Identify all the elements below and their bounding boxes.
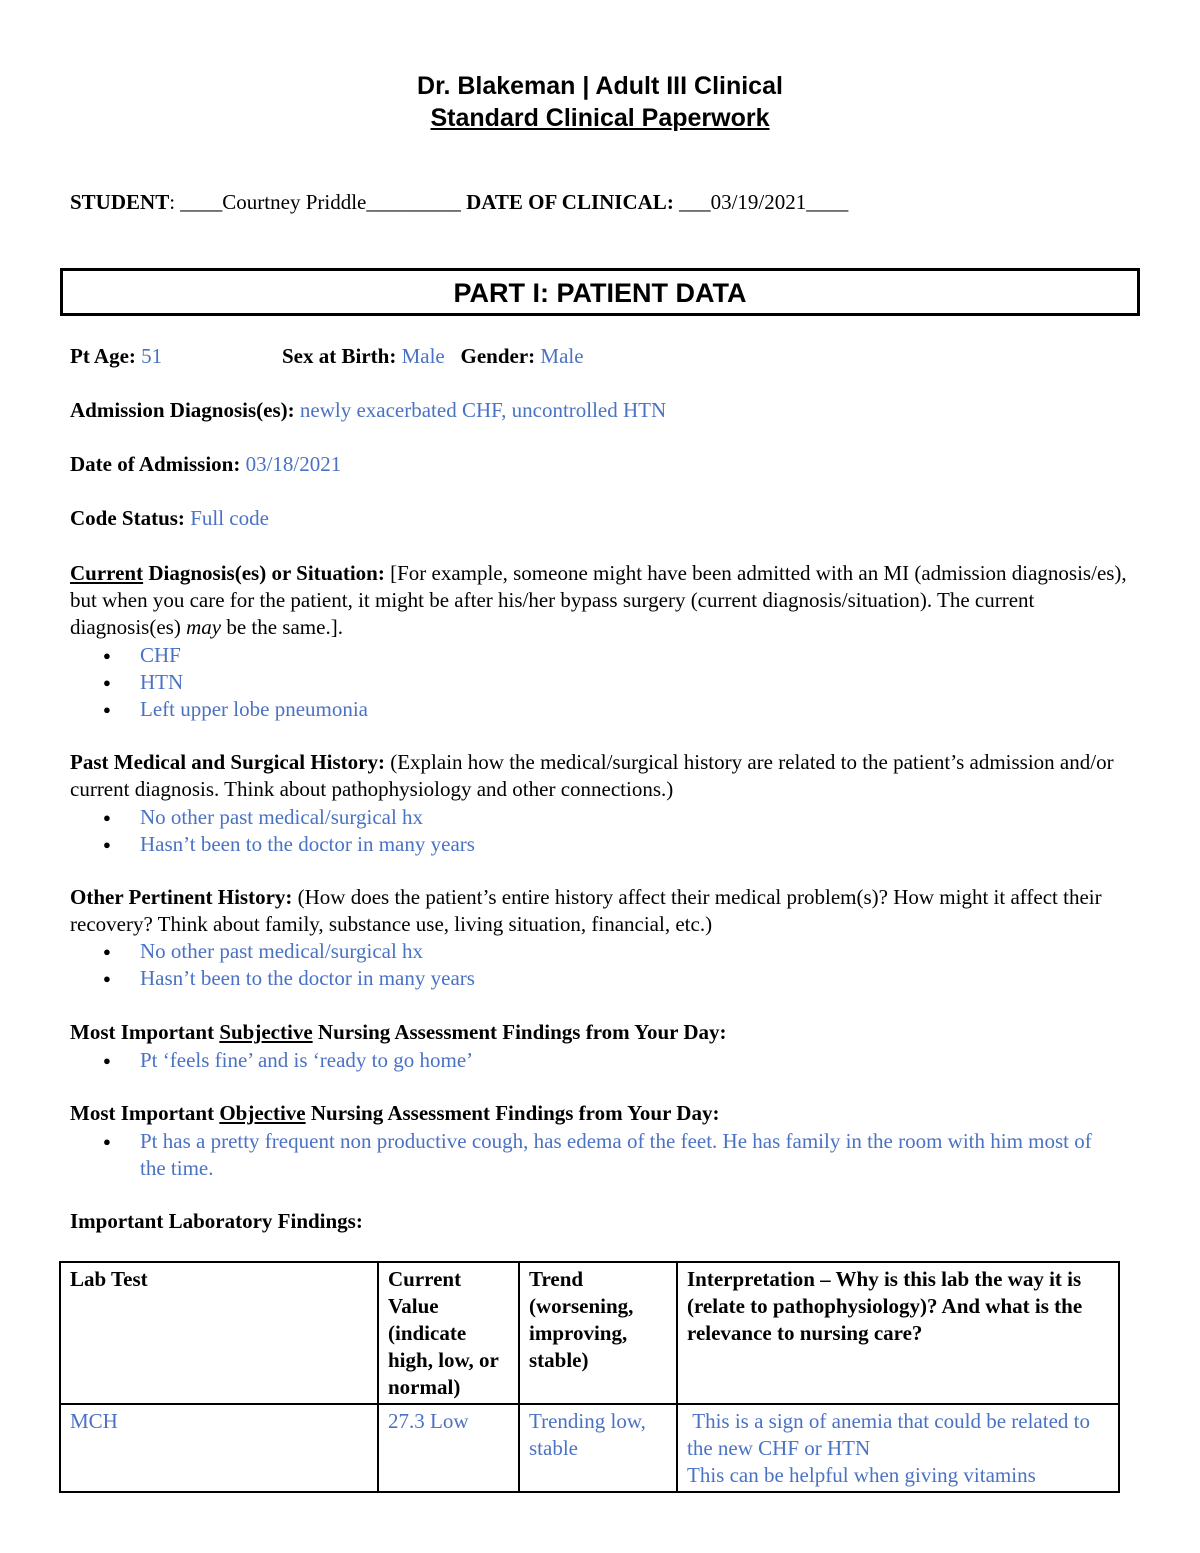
list-item: ● Hasn’t been to the doctor in many years xyxy=(70,965,1120,992)
objective-heading xyxy=(70,1101,719,1126)
student-label: STUDENT xyxy=(70,190,170,214)
subjective-list xyxy=(70,1047,1120,1074)
part-heading: PART I: PATIENT DATA xyxy=(60,268,1140,316)
interpretation-line-1: This is a sign of anemia that could be related to the new CHF or HTN xyxy=(687,1409,1096,1460)
past-history-paragraph xyxy=(70,749,1130,803)
code-status-value: Full code xyxy=(190,506,269,530)
age-label: Pt Age: xyxy=(70,344,136,368)
admission-date-label: Date of Admission: xyxy=(70,452,241,476)
sex-gender-line xyxy=(282,344,584,369)
current-dx-list xyxy=(70,642,1120,723)
admission-dx-label: Admission Diagnosis(es): xyxy=(70,398,295,422)
gender-label: Gender: xyxy=(460,344,536,368)
other-history-label: Other Pertinent History: xyxy=(70,885,293,909)
cell-trend: Trending low, stable xyxy=(519,1404,677,1492)
subjective-label-underlined: Subjective xyxy=(219,1020,313,1044)
cell-interpretation xyxy=(677,1404,1119,1492)
list-item: ● CHF xyxy=(70,642,1120,669)
subjective-label-post: Nursing Assessment Findings from Your Day: xyxy=(312,1020,727,1044)
interpretation-line-2: This can be helpful when giving vitamins xyxy=(687,1463,1036,1487)
column-header-lab-test: Lab Test xyxy=(60,1262,378,1404)
subjective-label-pre: Most Important xyxy=(70,1020,220,1044)
document-subtitle: Standard Clinical Paperwork xyxy=(430,104,770,132)
lab-findings-table xyxy=(59,1261,1120,1493)
list-item: ● Left upper lobe pneumonia xyxy=(70,696,1120,723)
current-dx-label-underlined: Current xyxy=(70,561,144,585)
code-status-line xyxy=(70,506,269,531)
current-dx-instruction-end: be the same.]. xyxy=(221,615,343,639)
admission-date-value: 03/18/2021 xyxy=(245,452,342,476)
admission-dx-value: newly exacerbated CHF, uncontrolled HTN xyxy=(299,398,667,422)
date-of-clinical-value: ___03/19/2021____ xyxy=(679,190,849,214)
past-history-list xyxy=(70,804,1120,858)
objective-label-underlined: Objective xyxy=(219,1101,306,1125)
subjective-heading xyxy=(70,1020,726,1045)
objective-list xyxy=(70,1128,1120,1182)
list-item: ● HTN xyxy=(70,669,1120,696)
past-history-label: Past Medical and Surgical History: xyxy=(70,750,385,774)
date-of-clinical-label: DATE OF CLINICAL: xyxy=(466,190,674,214)
table-header-row xyxy=(60,1262,1119,1404)
student-line: STUDENT: ____Courtney Priddle_________ DATE OF CLINICAL: ___03/19/2021____ xyxy=(70,190,849,214)
current-dx-instruction-em: may xyxy=(186,615,222,639)
current-dx-paragraph xyxy=(70,560,1130,641)
labs-heading: Important Laboratory Findings: xyxy=(70,1209,363,1233)
column-header-interpretation: Interpretation – Why is this lab the way it is (relate to pathophysiology)? And what is the relevance to nursing care? xyxy=(677,1262,1119,1404)
gender-value: Male xyxy=(540,344,584,368)
list-item: ● Hasn’t been to the doctor in many years xyxy=(70,831,1120,858)
sex-label: Sex at Birth: xyxy=(282,344,397,368)
other-history-list xyxy=(70,938,1120,992)
age-value: 51 xyxy=(141,344,163,368)
list-item: ● Pt ‘feels fine’ and is ‘ready to go home’ xyxy=(70,1047,1120,1074)
list-item: ● Pt has a pretty frequent non productive cough, has edema of the feet. He has family in the room with him most of the time. xyxy=(70,1128,1120,1182)
current-dx-instruction: [For example, someone might have been admitted with an MI (admission diagnosis/es), but when you care for the patient, it might be after his/her bypass surgery (current diagnosis/situation). The current diagnosis(es) xyxy=(70,561,1127,639)
admission-date-line xyxy=(70,452,341,477)
objective-label-pre: Most Important xyxy=(70,1101,220,1125)
table-row xyxy=(60,1404,1119,1492)
cell-current-value: 27.3 Low xyxy=(378,1404,519,1492)
column-header-current-value: Current Value (indicate high, low, or normal) xyxy=(378,1262,519,1404)
cell-lab-test: MCH xyxy=(60,1404,378,1492)
list-item: ● No other past medical/surgical hx xyxy=(70,804,1120,831)
column-header-trend: Trend (worsening, improving, stable) xyxy=(519,1262,677,1404)
current-dx-label: Diagnosis(es) or Situation: xyxy=(143,561,385,585)
objective-label-post: Nursing Assessment Findings from Your Day: xyxy=(305,1101,720,1125)
list-item: ● No other past medical/surgical hx xyxy=(70,938,1120,965)
student-name: ____Courtney Priddle_________ xyxy=(180,190,461,214)
other-history-paragraph xyxy=(70,884,1130,938)
past-history-instruction: (Explain how the medical/surgical history are related to the patient’s admission and/or current diagnosis. Think about pathophysiology and other connections.) xyxy=(70,750,1114,801)
sex-value: Male xyxy=(401,344,445,368)
code-status-label: Code Status: xyxy=(70,506,185,530)
admission-dx-line xyxy=(70,398,666,423)
other-history-instruction: (How does the patient’s entire history affect their medical problem(s)? How might it affect their recovery? Think about family, substance use, living situation, financial, etc.) xyxy=(70,885,1102,936)
document-title: Dr. Blakeman | Adult III Clinical xyxy=(417,72,783,100)
demographics-line xyxy=(70,344,162,369)
